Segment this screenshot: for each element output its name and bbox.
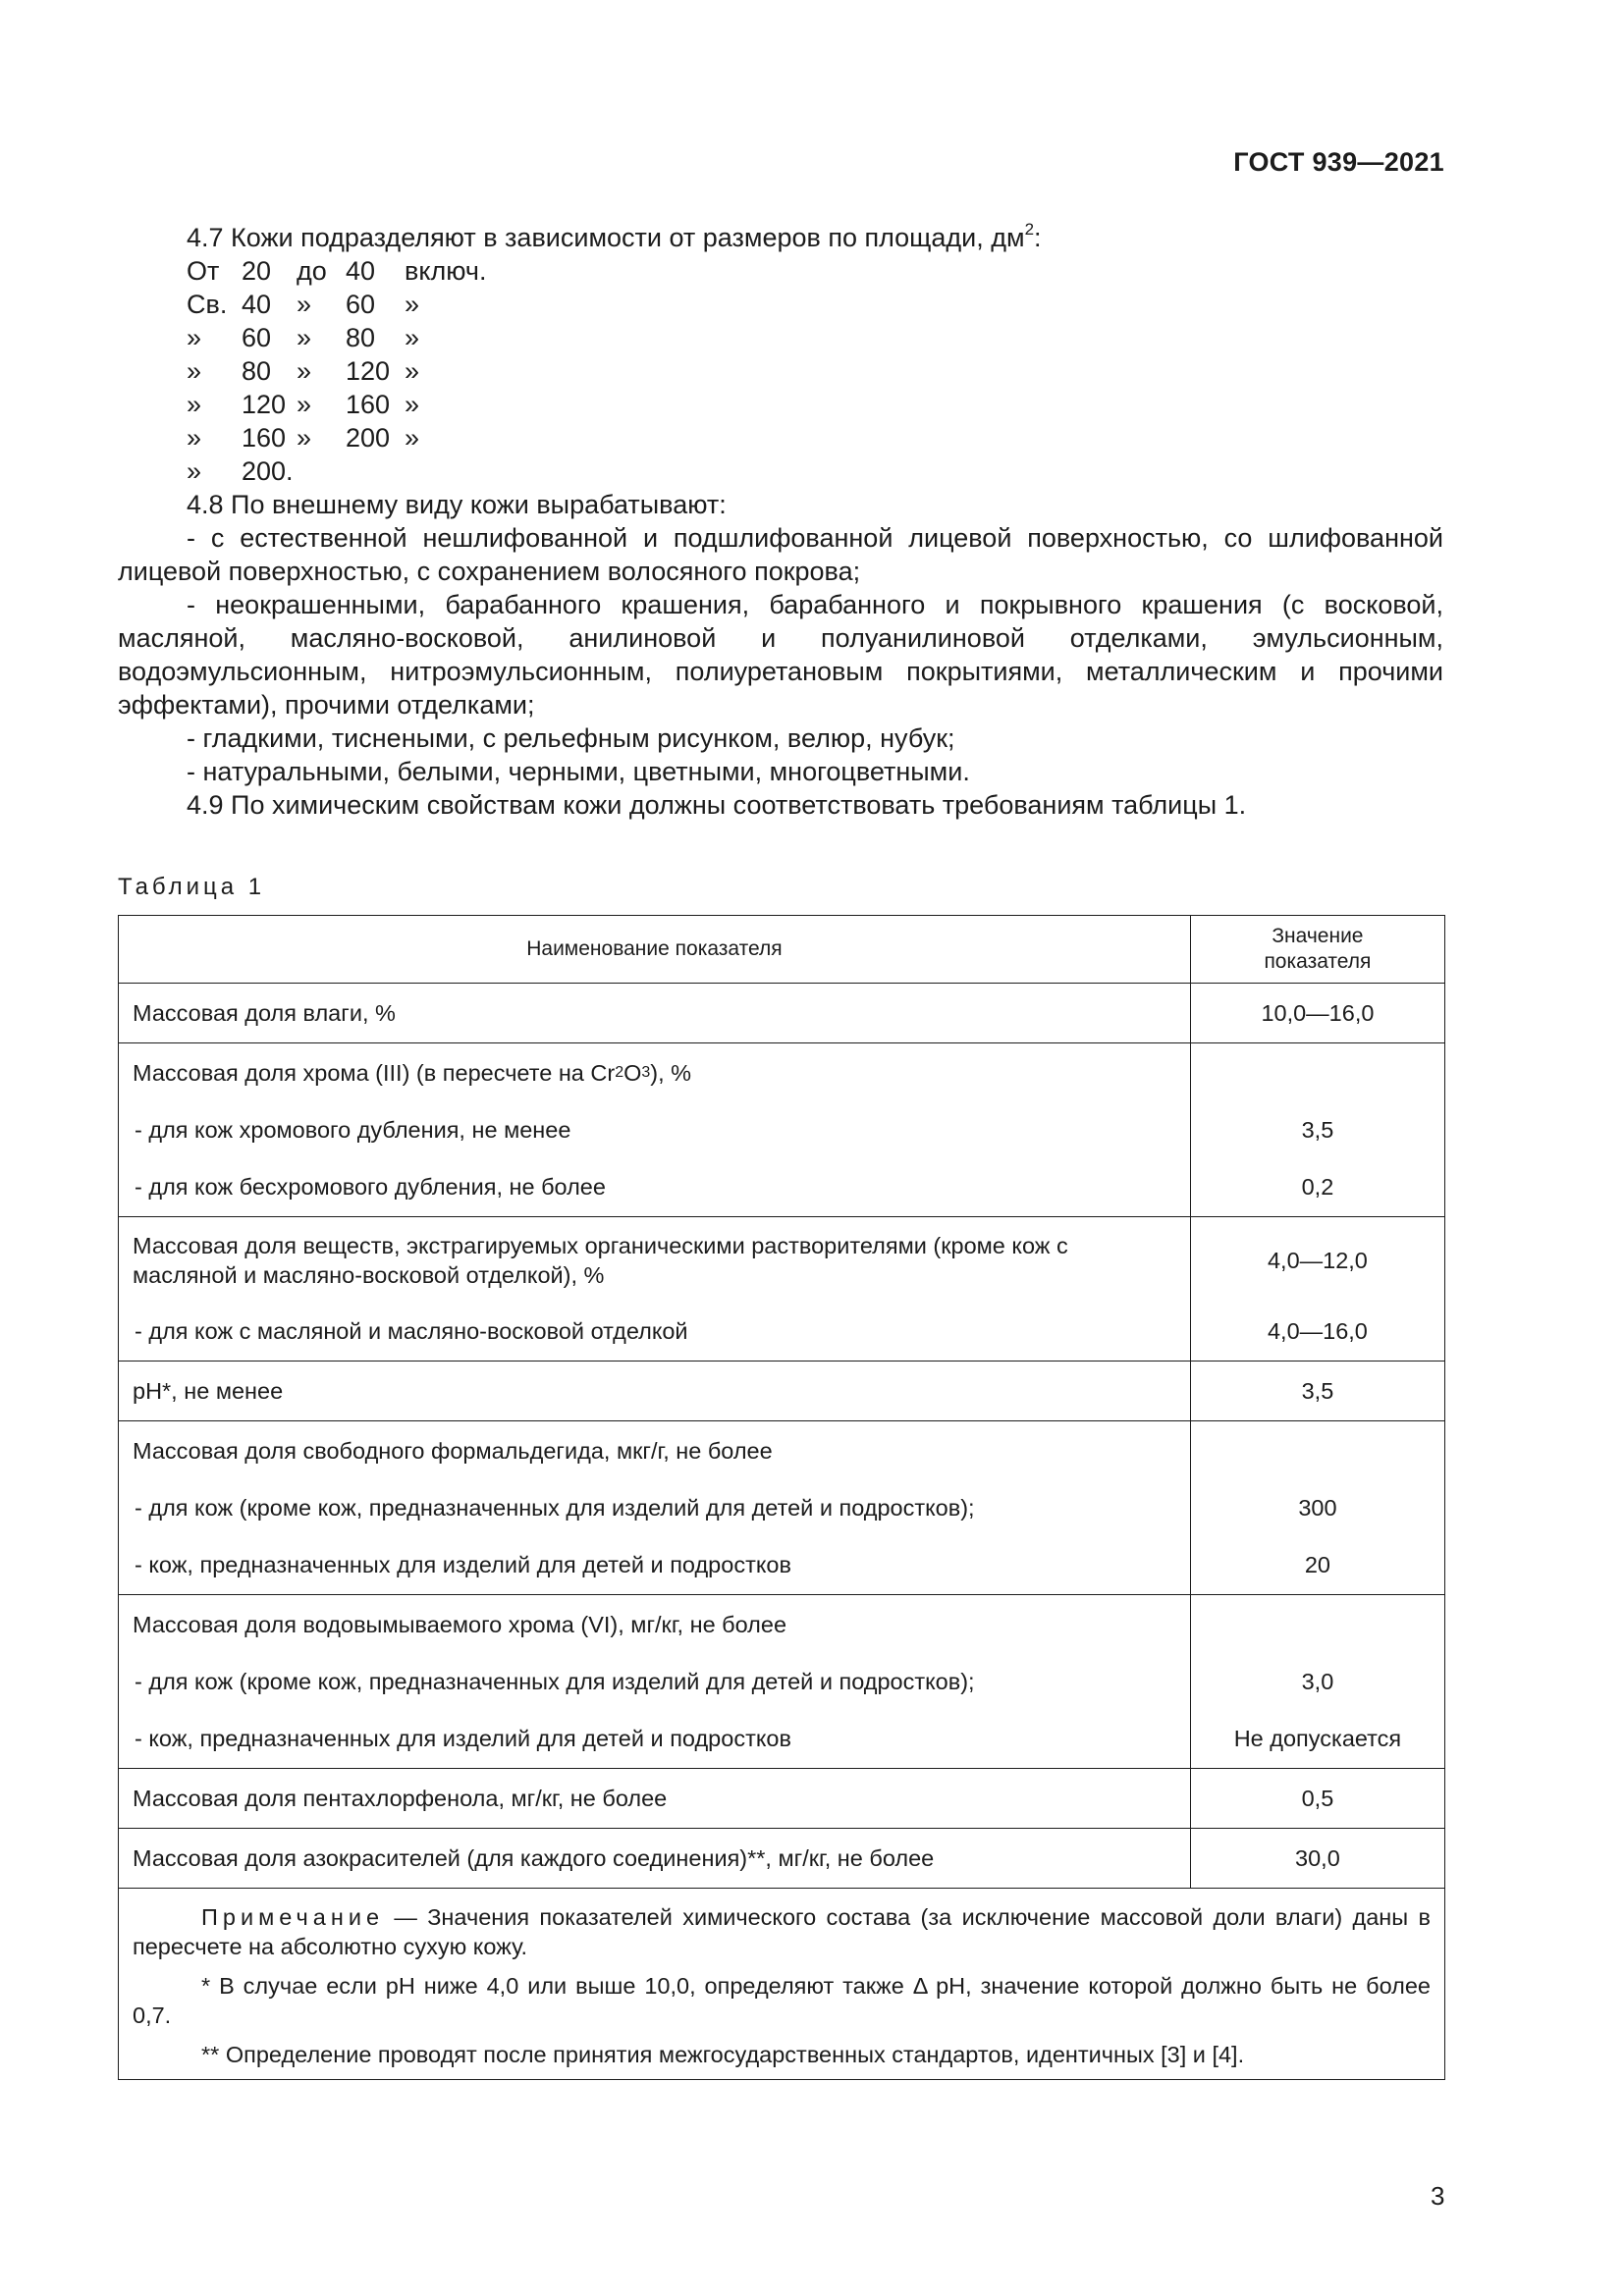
size-range-cell: 60	[242, 323, 272, 352]
sub-row-label: - для кож (кроме кож, предназначенных для изделий для детей и подростков);	[135, 1669, 975, 1694]
sub-row-label: - кож, предназначенных для изделий для детей и подростков	[135, 1552, 791, 1577]
size-range-cell: »	[187, 356, 202, 386]
section-4-8-item: - с естественной нешлифованной и подшлифованной лицевой поверхностью, со шлифованной лицевой поверхностью, с сохранением волосяного покрова;	[118, 523, 1443, 586]
row-label-part: Массовая доля хрома (III) (в пересчете на Cr	[133, 1060, 616, 1086]
sub-row-label: - для кож (кроме кож, предназначенных для изделий для детей и подростков);	[135, 1495, 975, 1521]
size-range-cell: Св.	[187, 290, 228, 319]
row-name	[119, 984, 1191, 1043]
section-4-7-intro-text: 4.7 Кожи подразделяют в зависимости от размеров по площади, дм	[187, 223, 1025, 252]
section-4-8-item: - неокрашенными, барабанного крашения, барабанного и покрывного крашения (с восковой, масляной, масляно-восковой, анилиновой и полуанилиновой отделками, эмульсионным, водоэмульсионным, нитроэмульсионным, полиуретановым покрытиями, металлическим и прочими эффектами), прочими отделками;	[118, 590, 1443, 720]
row-label: Массовая доля свободного формальдегида, мкг/г, не более	[133, 1438, 773, 1464]
size-range-cell: »	[297, 290, 312, 319]
document-number: ГОСТ 939—2021	[1233, 147, 1444, 177]
row-label: pH*, не менее	[133, 1378, 284, 1404]
row-value-empty	[1192, 1044, 1443, 1101]
row-value-text: 3,0	[1301, 1669, 1334, 1694]
size-range-cell: »	[297, 423, 312, 453]
row-value	[1190, 1217, 1444, 1362]
size-range-cell: 60	[346, 290, 376, 319]
row-label: Массовая доля влаги, %	[133, 1000, 396, 1026]
section-4-8-item: - натуральными, белыми, черными, цветными, многоцветными.	[187, 757, 970, 786]
row-value-text: 3,5	[1301, 1378, 1334, 1404]
size-range-cell: 20	[242, 256, 272, 286]
row-value-empty	[1192, 1422, 1443, 1479]
sub-row-label: - для кож с масляной и масляно-восковой отделкой	[135, 1318, 688, 1344]
row-label-part: ), %	[650, 1060, 692, 1086]
section-4-7-intro	[118, 221, 1443, 254]
size-range-cell: »	[187, 423, 202, 453]
sub-row-label: - для кож бесхромового дубления, не более	[135, 1174, 606, 1200]
row-name	[119, 1217, 1191, 1362]
row-label: Массовая доля веществ, экстрагируемых органическими растворителями (кроме кож с масляной и масляно-восковой отделкой), %	[133, 1233, 1068, 1288]
size-range-cell: »	[405, 323, 420, 352]
row-value	[1190, 1421, 1444, 1595]
row-value	[1190, 1362, 1444, 1421]
size-range-cell: »	[187, 390, 202, 419]
size-range-row	[118, 254, 1443, 288]
size-range-cell: 200	[346, 423, 391, 453]
size-range-cell: »	[297, 356, 312, 386]
size-range-cell: 120	[346, 356, 391, 386]
table-row	[119, 984, 1445, 1043]
superscript-2: 2	[1024, 220, 1035, 239]
size-range-cell: 160	[346, 390, 391, 419]
table-row	[119, 1769, 1445, 1829]
size-range-cell: 80	[346, 323, 376, 352]
note-paragraph	[133, 1902, 1431, 1961]
size-range-cell: »	[187, 456, 202, 486]
section-4-7-colon: :	[1034, 223, 1042, 252]
row-label: Массовая доля водовымываемого хрома (VI), мг/кг, не более	[133, 1612, 787, 1637]
section-4-8-intro: 4.8 По внешнему виду кожи вырабатывают:	[187, 490, 727, 519]
row-value	[1190, 984, 1444, 1043]
row-value-text: 30,0	[1295, 1845, 1340, 1871]
header-value-line: показателя	[1264, 950, 1372, 973]
table-row	[119, 1043, 1445, 1217]
sub-row-label: - кож, предназначенных для изделий для детей и подростков	[135, 1726, 791, 1751]
size-range-row	[118, 421, 1443, 454]
size-range-row	[118, 321, 1443, 354]
note-label: Примечание	[201, 1904, 385, 1930]
row-name	[119, 1421, 1191, 1595]
table-row	[119, 1217, 1445, 1362]
size-range-cell: »	[405, 390, 420, 419]
sub-row-label: - для кож хромового дубления, не менее	[135, 1117, 571, 1143]
size-range-cell: 80	[242, 356, 272, 386]
row-value	[1190, 1043, 1444, 1217]
size-range-cell: 160	[242, 423, 287, 453]
row-value	[1190, 1595, 1444, 1769]
table-row	[119, 1829, 1445, 1889]
page-number: 3	[1431, 2181, 1445, 2211]
table-row	[119, 1421, 1445, 1595]
size-ranges	[118, 254, 1443, 488]
row-value-text: 0,5	[1301, 1786, 1334, 1811]
size-range-row	[118, 454, 1443, 488]
footnote-azo: ** Определение проводят после принятия межгосударственных стандартов, идентичных [3] и [4].	[201, 2042, 1245, 2067]
row-value-text: 4,0—16,0	[1267, 1318, 1368, 1344]
row-name	[119, 1362, 1191, 1421]
row-value-text: 4,0—12,0	[1267, 1248, 1368, 1273]
row-label: Массовая доля пентахлорфенола, мг/кг, не более	[133, 1786, 668, 1811]
row-value-text: Не допускается	[1233, 1726, 1402, 1751]
table-note	[119, 1889, 1445, 2080]
size-range-cell: 40	[346, 256, 376, 286]
header-indicator-value	[1190, 916, 1444, 984]
table-row	[119, 1595, 1445, 1769]
row-label: Массовая доля хрома (III) (в пересчете на Cr 2 O 3 ), %	[133, 1060, 692, 1086]
size-range-cell: »	[405, 290, 420, 319]
section-4-8-item: - гладкими, тиснеными, с рельефным рисунком, велюр, нубук;	[187, 723, 955, 753]
footnote-ph: * В случае если pH ниже 4,0 или выше 10,0, определяют также Δ pH, значение которой должно быть не более 0,7.	[133, 1973, 1431, 2028]
size-range-cell: »	[187, 323, 202, 352]
size-range-cell: до	[297, 256, 327, 286]
size-range-cell: 120	[242, 390, 287, 419]
header-indicator-name: Наименование показателя	[119, 916, 1191, 984]
row-value-text: 10,0—16,0	[1261, 1000, 1375, 1026]
body-text	[118, 221, 1443, 822]
row-label: Массовая доля азокрасителей (для каждого соединения)**, мг/кг, не более	[133, 1845, 935, 1871]
size-range-cell: 200.	[242, 456, 294, 486]
table-note-row	[119, 1889, 1445, 2080]
size-range-cell: »	[297, 390, 312, 419]
size-range-cell: »	[297, 323, 312, 352]
chemical-properties-table	[118, 915, 1445, 2080]
header-value-line: Значение	[1272, 925, 1364, 947]
section-4-9-text: 4.9 По химическим свойствам кожи должны соответствовать требованиям таблицы 1.	[187, 790, 1247, 820]
row-name	[119, 1043, 1191, 1217]
size-range-row	[118, 388, 1443, 421]
row-name	[119, 1595, 1191, 1769]
row-value-text: 3,5	[1301, 1117, 1334, 1143]
row-value	[1190, 1829, 1444, 1889]
size-range-cell	[346, 454, 405, 488]
row-name	[119, 1829, 1191, 1889]
table-row	[119, 1362, 1445, 1421]
size-range-row	[118, 354, 1443, 388]
row-value-text: 300	[1298, 1495, 1337, 1521]
row-value	[1190, 1769, 1444, 1829]
size-range-cell	[297, 454, 346, 488]
row-name	[119, 1769, 1191, 1829]
size-range-cell: включ.	[405, 256, 487, 286]
row-value-text: 20	[1304, 1552, 1330, 1577]
size-range-cell	[405, 454, 444, 488]
table-caption: Таблица 1	[118, 874, 266, 900]
row-value-empty	[1192, 1596, 1443, 1653]
row-value-text: 0,2	[1301, 1174, 1334, 1200]
table-header-row	[119, 916, 1445, 984]
size-range-cell: От	[187, 256, 220, 286]
row-label-part: O	[623, 1060, 642, 1086]
size-range-cell: »	[405, 356, 420, 386]
size-range-cell: 40	[242, 290, 272, 319]
size-range-cell: »	[405, 423, 420, 453]
note-text: — Значения показателей химического состава (за исключение массовой доли влаги) даны в пересчете на абсолютно сухую кожу.	[133, 1904, 1431, 1959]
size-range-row	[118, 288, 1443, 321]
